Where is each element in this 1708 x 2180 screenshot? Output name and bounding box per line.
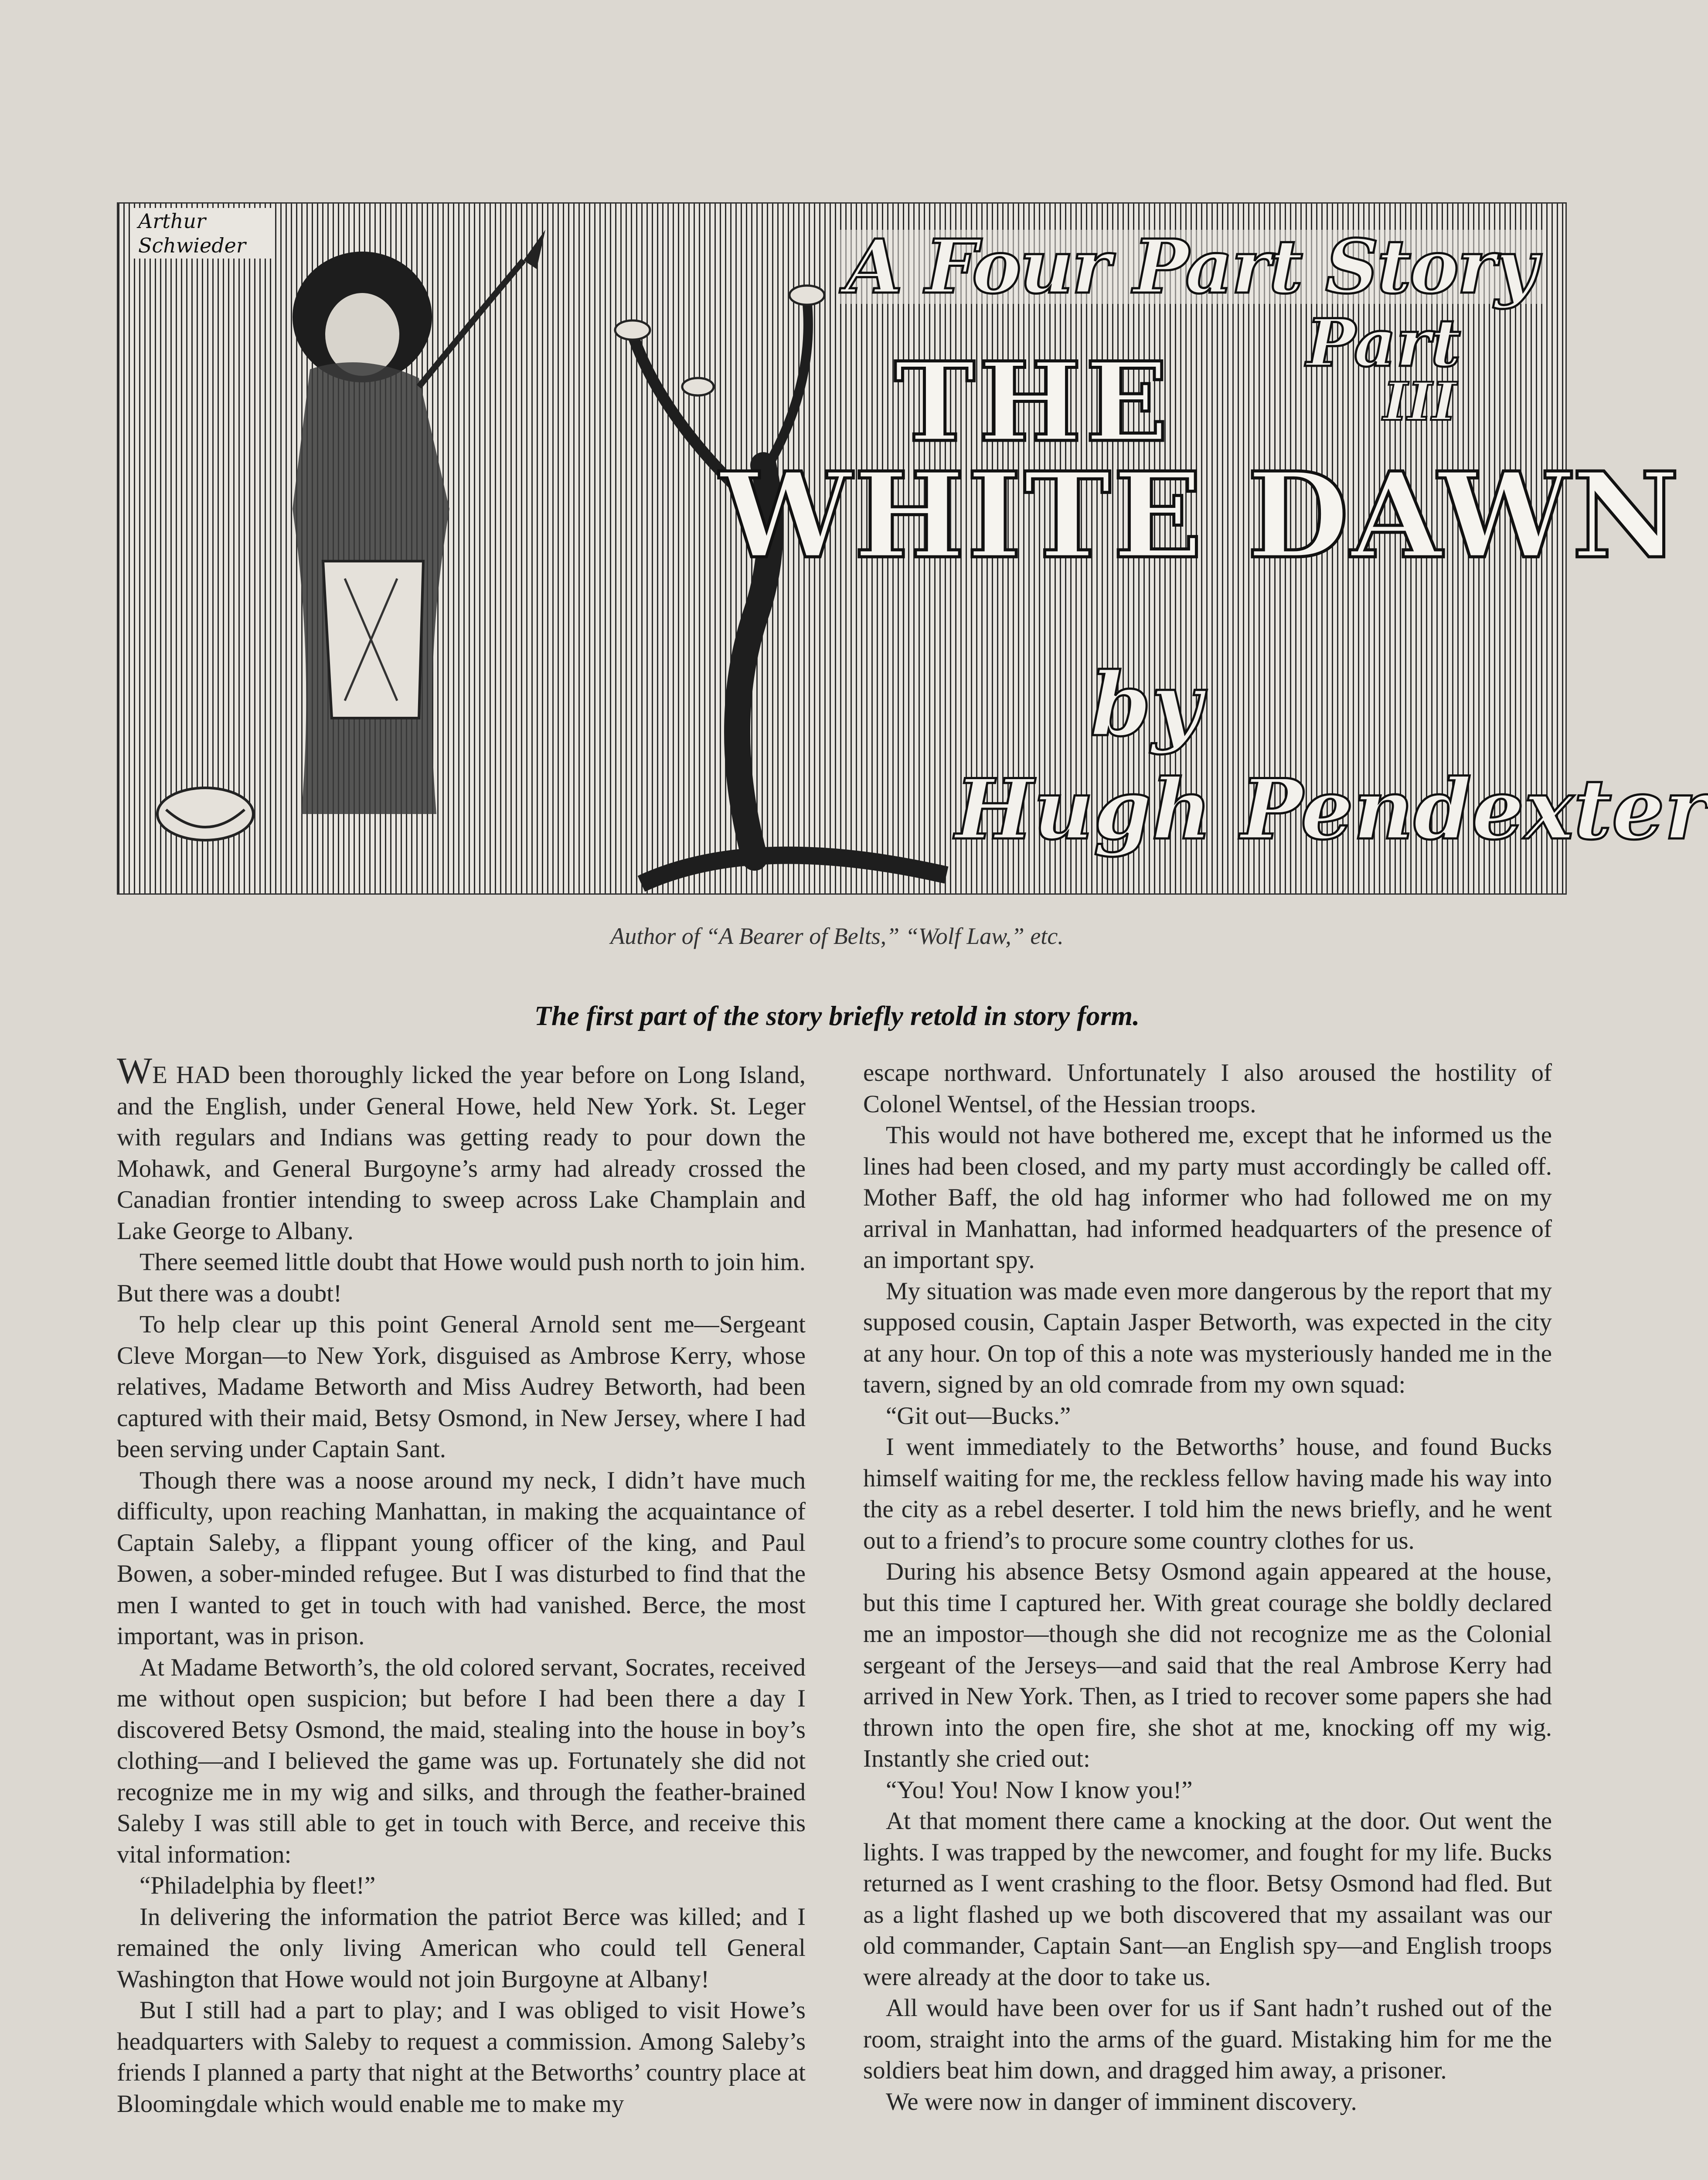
by-label: by bbox=[1090, 654, 1202, 756]
story-title-line2: WHITE DAWN bbox=[720, 446, 1681, 585]
synopsis-heading: The first part of the story briefly retold in story form. bbox=[534, 1000, 1140, 1031]
paragraph: At that moment there came a knocking at the door. Out went the lights. I was trapped by the newcomer, and fought for my life. Bucks returned as I went crashing to the floor. Betsy Osmond had fled. But as a light flashed up we both discovered that my assailant was our old commander, Captain Sant—an English spy—and English troops were already at the door to take us. bbox=[863, 1807, 1552, 1991]
series-label: A Four Part Story bbox=[837, 230, 1544, 304]
paragraph: This would not have bothered me, except that he informed us the lines had been closed, and my party must accordingly be called off. Mother Baff, the old hag informer who had followed me on my arrival in Manhattan, had informed headquarters of the presence of an important spy. bbox=[863, 1121, 1552, 1274]
part-number: III bbox=[1383, 371, 1456, 433]
artist-signature: Arthur Schwieder bbox=[134, 208, 273, 259]
text-column-right bbox=[863, 1057, 1552, 2180]
paragraph: “Git out—Bucks.” bbox=[886, 1402, 1071, 1430]
paragraph: We were now in danger of imminent discovery. bbox=[886, 2088, 1357, 2115]
title-illustration bbox=[117, 202, 1708, 895]
paragraph: “You! You! Now I know you!” bbox=[886, 1776, 1193, 1804]
author-credits: Author of “A Bearer of Belts,” “Wolf Law,” etc. bbox=[610, 923, 1064, 949]
paragraph: My situation was made even more dangerous by the report that my supposed cousin, Captain Jasper Betworth, was expected in the city at any hour. On top of this a note was mysteriously handed me in the tavern, signed by an old comrade from my own squad: bbox=[863, 1277, 1552, 1398]
story-title-line1: THE bbox=[894, 338, 1172, 466]
paragraph: But I still had a part to play; and I was obliged to visit Howe’s headquarters with Saleby to request a commission. Among Saleby’s friends I planned a party that night at the Betworths’ country place at Bloomingdale which would enable me to make my bbox=[117, 1996, 806, 2118]
paragraph: During his absence Betsy Osmond again appeared at the house, but this time I captured her. With great courage she boldly declared me an impostor—though she did not recognize me as the Colonial sergeant of the Jerseys—and said that the real Ambrose Kerry had arrived in New York. Then, as I tried to recover some papers she had thrown into the open fire, she shot at me, knocking off my wig. Instantly she cried out: bbox=[863, 1558, 1552, 1772]
paragraph: There seemed little doubt that Howe would push north to join him. But there was a doubt! bbox=[117, 1248, 806, 1307]
drop-cap: W bbox=[117, 1049, 153, 1091]
title-lettering bbox=[720, 221, 1708, 866]
paragraph: I went immediately to the Betworths’ house, and found Bucks himself waiting for me, the reckless fellow having made his way into the city as a rebel deserter. I told him the news briefly, and he went out to a friend’s to procure some country clothes for us. bbox=[863, 1433, 1552, 1554]
part-label: Part bbox=[1306, 305, 1461, 382]
paragraph: Though there was a noose around my neck, I didn’t have much difficulty, upon reaching Manhattan, in making the acquaintance of Captain Saleby, a flippant young officer of the king, and Paul Bowen, a sober-minded refugee. But I was disturbed to find that the men I wanted to get in touch with had vanished. Berce, the most important, was in prison. bbox=[117, 1466, 806, 1650]
paragraph: All would have been over for us if Sant hadn’t rushed out of the room, straight into the arms of the guard. Mistaking him for me the soldiers beat him down, and dragged him away, a prisoner. bbox=[863, 1994, 1552, 2084]
author-name: Hugh Pendexter bbox=[955, 761, 1708, 858]
paragraph: To help clear up this point General Arnold sent me—Sergeant Cleve Morgan—to New York, disguised as Ambrose Kerry, whose relatives, Madame Betworth and Miss Audrey Betworth, had been captured with their maid, Betsy Osmond, in New Jersey, where I had been serving under Captain Sant. bbox=[117, 1311, 806, 1463]
paragraph-text: E HAD been thoroughly licked the year before on Long Island, and the English, under General Howe, held New York. St. Leger with regulars and Indians was getting ready to pour down the Mohawk, and General Burgoyne’s army had already crossed the Canadian frontier intending to sweep across Lake Champlain and Lake George to Albany. bbox=[117, 1061, 806, 1245]
paragraph: “Philadelphia by fleet!” bbox=[139, 1872, 376, 1899]
paragraph bbox=[117, 1049, 806, 1247]
text-column-left bbox=[117, 1049, 806, 2180]
paragraph: In delivering the information the patriot Berce was killed; and I remained the only living American who could tell General Washington that Howe would not join Burgoyne at Albany! bbox=[117, 1903, 806, 1993]
paragraph: At Madame Betworth’s, the old colored servant, Socrates, received me without open suspicion; but before I had been there a day I discovered Betsy Osmond, the maid, stealing into the house in boy’s clothing—and I believed the game was up. Fortunately she did not recognize me in my wig and silks, and through the feather-brained Saleby I was still able to get in touch with Berce, and receive this vital information: bbox=[117, 1653, 806, 1868]
paragraph: escape northward. Unfortunately I also aroused the hostility of Colonel Wentsel, of the Hessian troops. bbox=[863, 1059, 1552, 1118]
